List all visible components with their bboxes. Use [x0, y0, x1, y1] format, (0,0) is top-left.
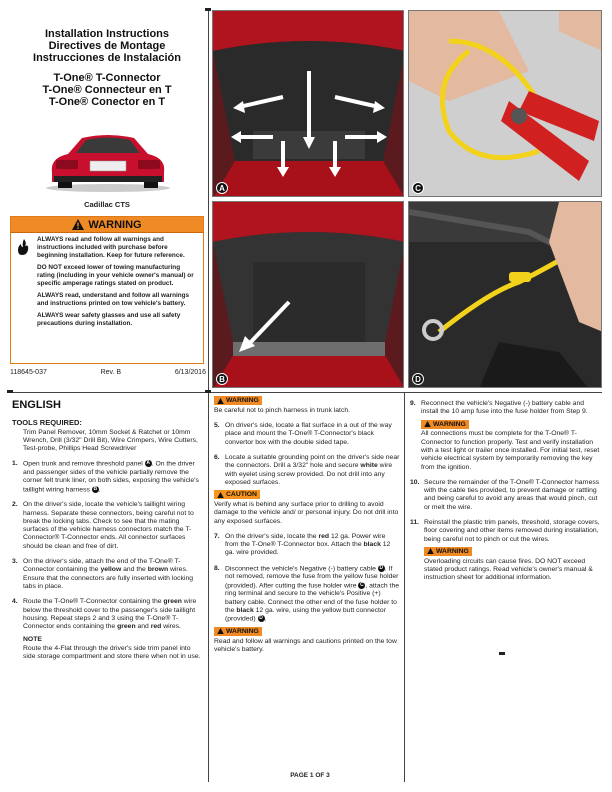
ref-c-icon: C [360, 581, 364, 588]
caution-text: Verify what is behind any surface prior to drilling to avoid damage to the vehicle and/ or personal injury. Do not drill into any exposed surfaces. [214, 500, 399, 525]
warning-triangle-icon [72, 219, 84, 230]
title-fr: Directives de Montage [48, 40, 166, 52]
warning-p1-bold: ALWAYS [37, 236, 64, 243]
language-heading: ENGLISH [12, 399, 61, 411]
ref-b-icon: B [93, 485, 98, 492]
photo-d-label: D [412, 373, 424, 385]
divider-horizontal [10, 392, 602, 393]
step-5: 5. On driver's side, locate a flat surface in a out of the way place and mount the T-One® T-Connector's black convertor box with the double sided tape. [214, 422, 392, 446]
step-10: 10. Secure the remainder of the T-One® T-Connector harness with the cable ties provided, to prevent damage or rattling and being careful to avoid any areas that would pinch, cut or melt the wire. [410, 478, 600, 511]
step-11: 11. Reinstall the plastic trim panels, threshold, storage covers, floor covering and other items removed during installation, being careful not to pinch or cut the wires. [410, 519, 600, 543]
photo-b-label: B [216, 373, 228, 385]
vehicle-name: Cadillac CTS [84, 200, 130, 209]
tick-mid [205, 390, 211, 393]
warning-p2-bold: DO NOT [37, 264, 62, 271]
column-1 [12, 401, 202, 661]
warning-badge-1: WARNING [214, 396, 262, 405]
photo-a [212, 10, 404, 197]
divider-col3 [404, 392, 405, 782]
warning-triangle-icon [217, 628, 224, 634]
product-fr: T-One® Connecteur en T [42, 84, 172, 96]
tick-left [7, 390, 13, 393]
warning-p4-bold: ALWAYS [37, 312, 64, 319]
tick-top-left [205, 8, 211, 11]
title-es: Instrucciones de Instalación [33, 52, 181, 64]
warning-triangle-icon [424, 421, 431, 427]
page-number: PAGE 1 OF 3 [290, 772, 330, 779]
step-9: 9. Reconnect the vehicle's Negative (-) battery cable and install the 10 amp fuse into the fuse holder from Step 9. [410, 400, 588, 416]
warning-badge-2: WARNING [214, 627, 262, 636]
divider-col2 [208, 392, 209, 782]
revision: Rev. B [100, 369, 122, 376]
tools-heading: TOOLS REQUIRED: [12, 418, 82, 428]
photo-a-label: A [216, 182, 228, 194]
photo-c-label: C [412, 182, 424, 194]
burn-hazard-icon [16, 238, 32, 256]
step-7: 7. On the driver's side, locate the red 12 ga. Power wire from the T-One® T-Connector box. Attach the black 12 ga. wire provided. [214, 532, 391, 557]
warning-text-3: All connections must be complete for the T-One® T-Connector to function properly. Test and verify installation with a test light or trailer once installed. For initial test, reset vehicle electrical system by temporarily removing the key from the ignition. [421, 430, 600, 471]
doc-meta [10, 369, 206, 376]
tools-list: Trim Panel Remover, 10mm Socket & Ratchet or 10mm Wrench, Drill (3/32" Drill Bit), Wire Crimpers, Wire Cutters, Test-probe, Phillips Head Screwdriver [23, 428, 198, 453]
step-3: 3. On the driver's side, attach the end of the T-One® T-Connector containing the yellow and the brown wires. Ensure that the connectors are fully inserted with locking tabs in place. [12, 558, 194, 590]
warning-triangle-icon [427, 548, 434, 554]
warning-p4: wear safety glasses and use all safety precautions during installation. [37, 312, 181, 327]
part-number: 118645-037 [10, 369, 47, 376]
warning-box [10, 216, 204, 364]
car-image [38, 128, 178, 192]
caution-badge: CAUTION [214, 490, 260, 499]
warning-p1: read and follow all warnings and instructions included with purchase before beginning installation. Keep for future reference. [37, 236, 185, 259]
ref-d2-icon: D [259, 615, 263, 622]
note [12, 636, 202, 661]
photo-c [408, 10, 602, 197]
warning-p3: read, understand and follow all warnings and instructions printed on tow vehicle's battery. [37, 292, 190, 307]
column-2 [214, 396, 400, 654]
product-en: T-One® T-Connector [53, 72, 161, 84]
column-3 [410, 400, 602, 583]
ref-d-icon: D [379, 564, 384, 571]
warning-p2: exceed lower of towing manufacturing rating (including in your vehicle owner's manual) or specific amperage ratings stated on product. [37, 264, 194, 287]
tick-right [499, 652, 505, 655]
warning-heading: WARNING [88, 218, 142, 231]
note-heading: NOTE [23, 636, 42, 644]
divider-left-top [208, 10, 209, 392]
warning-badge-3: WARNING [421, 420, 469, 429]
ref-a-icon: A [146, 460, 150, 467]
caution-triangle-icon [217, 492, 224, 498]
warning-text-1: Be careful not to pinch harness in trunk latch. [214, 406, 351, 414]
product-es: T-One® Conector en T [48, 96, 166, 108]
step-2: 2. On the driver's side, locate the vehicle's taillight wiring harness. Separate these connectors, being careful not to break the locking tabs. Check to see that the mating surfaces of the vehicle harness connectors match the T-Connector® T-Connector ends. All connector surfaces should be clean and free of dirt. [12, 501, 194, 550]
title-en: Installation Instructions [44, 28, 170, 40]
warning-triangle-icon [217, 398, 224, 404]
step-1: 1. Open trunk and remove threshold panel A . On the driver and passenger sides of the vehicle partially remove the corner felt trunk liner, on both sides, exposing the vehicle's taillight wiring harness B . [12, 460, 199, 493]
warning-body [11, 233, 203, 328]
step-6: 6. Locate a suitable grounding point on the driver's side near the connectors. Drill a 3/32" hole and secure white wire with eyelet using screw provided. Do not drill into any exposed surfaces. [214, 453, 400, 486]
note-text: Route the 4-Flat through the driver's side trim panel into side storage compartment and store there when not in use. [23, 644, 201, 661]
warning-text-2: Read and follow all warnings and cautions printed on the tow vehicle's battery. [214, 637, 397, 653]
photo-d [408, 201, 602, 388]
step-4: 4. Route the T-One® T-Connector containing the green wire below the threshold cover to the passenger's side taillight housing. Repeat steps 2 and 3 using the T-One® T-Connector ends containing the green and red wires. [12, 598, 197, 631]
title-block [10, 28, 204, 108]
warning-header [11, 217, 203, 233]
photo-b [212, 201, 404, 388]
warning-badge-4: WARNING [424, 547, 472, 556]
warning-p3-bold: ALWAYS [37, 292, 64, 299]
step-8: 8. Disconnect the vehicle's Negative (-) battery cable D . If not removed, remove the fuse from the yellow fuse holder (provided). After cutting the fuse holder wire C , attach the ring terminal and secure to the vehicle's Positive (+) battery cable. Connect the other end of the fuse holder to the black 12 ga. wire, using the yellow butt connector (provided) D . [214, 564, 400, 623]
warning-text-4: Overloading circuits can cause fires. DO NOT exceed stated product ratings. Read vehicle's owner's manual & instruction sheet for additional information. [424, 557, 593, 582]
doc-date: 6/13/2016 [174, 369, 206, 376]
